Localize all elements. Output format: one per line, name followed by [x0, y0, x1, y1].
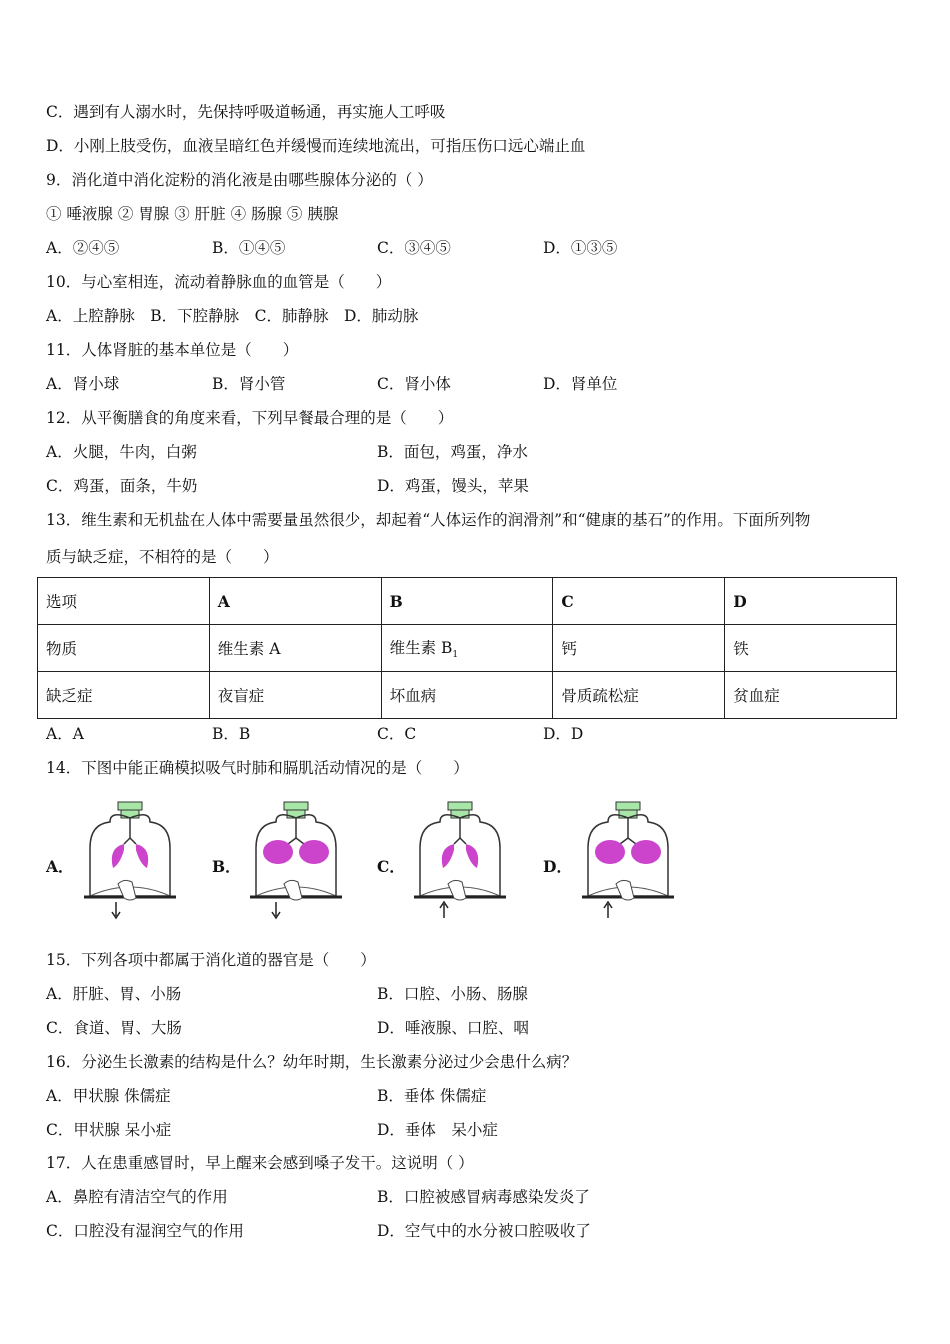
q11-option-c[interactable]: C．肾小体 — [377, 375, 451, 393]
q8-option-c: C．遇到有人溺水时，先保持呼吸道畅通，再实施人工呼吸 — [46, 103, 446, 121]
q11-option-b[interactable]: B．肾小管 — [212, 375, 286, 393]
q15-option-d[interactable]: D．唾液腺、口腔、咽 — [377, 1019, 529, 1037]
q9-stem: 9．消化道中消化淀粉的消化液是由哪些腺体分泌的（ ） — [46, 171, 433, 189]
q17-option-c[interactable]: C．口腔没有湿润空气的作用 — [46, 1222, 244, 1240]
table-row — [38, 672, 897, 719]
q10-options[interactable]: A．上腔静脉 B．下腔静脉 C．肺静脉 D．肺动脉 — [46, 307, 419, 325]
q15-stem: 15．下列各项中都属于消化道的器官是（ ） — [46, 951, 376, 969]
q12-option-b[interactable]: B．面包，鸡蛋，净水 — [377, 443, 528, 461]
table-cell: 坏血病 — [381, 672, 553, 719]
q17-stem: 17．人在患重感冒时，早上醒来会感到嗓子发干。这说明（ ） — [46, 1154, 474, 1172]
q16-stem: 16．分泌生长激素的结构是什么？幼年时期，生长激素分泌过少会患什么病？ — [46, 1053, 578, 1071]
table-cell: 物质 — [38, 625, 210, 672]
q9-option-c[interactable]: C．③④⑤ — [377, 239, 451, 257]
table-cell: 维生素 A — [209, 625, 381, 672]
q13-option-b[interactable]: B．B — [212, 725, 251, 743]
table-cell: 选项 — [38, 578, 210, 625]
q9-items: ① 唾液腺 ② 胃腺 ③ 肝脏 ④ 肠腺 ⑤ 胰腺 — [46, 205, 339, 223]
table-cell: 铁 — [725, 625, 897, 672]
table-cell: 夜盲症 — [209, 672, 381, 719]
q13-stem-line2: 质与缺乏症，不相符的是（ ） — [46, 548, 279, 566]
table-cell: A — [209, 578, 381, 625]
vitamin-b-label: 维生素 B — [389, 638, 453, 657]
q12-option-d[interactable]: D．鸡蛋，馒头，苹果 — [377, 477, 529, 495]
q13-stem-line1: 13．维生素和无机盐在人体中需要量虽然很少，却起着“人体运作的润滑剂”和“健康的基石”的作用。下面所列物 — [46, 511, 811, 529]
q14-stem: 14．下图中能正确模拟吸气时肺和膈肌活动情况的是（ ） — [46, 759, 469, 777]
table-cell: 缺乏症 — [38, 672, 210, 719]
q16-option-a[interactable]: A．甲状腺 侏儒症 — [46, 1087, 171, 1105]
table-cell: 钙 — [553, 625, 725, 672]
q15-option-c[interactable]: C．食道、胃、大肠 — [46, 1019, 182, 1037]
q8-option-d: D．小刚上肢受伤，血液呈暗红色并缓慢而连续地流出，可指压伤口远心端止血 — [46, 137, 586, 155]
q9-option-b[interactable]: B．①④⑤ — [212, 239, 286, 257]
q10-stem: 10．与心室相连，流动着静脉血的血管是（ ） — [46, 273, 392, 291]
bell-jar-figure-a[interactable] — [80, 798, 180, 924]
q14-label-b[interactable]: B． — [212, 857, 241, 876]
vitamin-b-subscript: 1 — [452, 650, 459, 661]
q9-option-a[interactable]: A．②④⑤ — [46, 239, 120, 257]
bell-jar-figure-c[interactable] — [410, 798, 510, 924]
q13-option-c[interactable]: C．C — [377, 725, 417, 743]
q12-stem: 12．从平衡膳食的角度来看，下列早餐最合理的是（ ） — [46, 409, 454, 427]
table-row — [38, 625, 897, 672]
q13-option-a[interactable]: A．A — [46, 725, 84, 743]
table-cell: B — [381, 578, 553, 625]
q14-label-a[interactable]: A． — [46, 857, 74, 876]
q14-label-d[interactable]: D． — [543, 857, 572, 876]
q11-stem: 11．人体肾脏的基本单位是（ ） — [46, 341, 299, 359]
q17-option-d[interactable]: D．空气中的水分被口腔吸收了 — [377, 1222, 591, 1240]
q13-option-d[interactable]: D．D — [543, 725, 584, 743]
q17-option-a[interactable]: A．鼻腔有清洁空气的作用 — [46, 1188, 228, 1206]
q12-option-a[interactable]: A．火腿，牛肉，白粥 — [46, 443, 197, 461]
q11-option-a[interactable]: A．肾小球 — [46, 375, 120, 393]
q15-option-b[interactable]: B．口腔、小肠、肠腺 — [377, 985, 528, 1003]
table-row — [38, 578, 897, 625]
q12-option-c[interactable]: C．鸡蛋，面条，牛奶 — [46, 477, 198, 495]
table-cell: C — [553, 578, 725, 625]
q16-option-b[interactable]: B．垂体 侏儒症 — [377, 1087, 487, 1105]
table-cell: D — [725, 578, 897, 625]
bell-jar-figure-b[interactable] — [246, 798, 346, 924]
q9-option-d[interactable]: D．①③⑤ — [543, 239, 618, 257]
q15-option-a[interactable]: A．肝脏、胃、小肠 — [46, 985, 182, 1003]
q14-label-c[interactable]: C． — [377, 857, 405, 876]
q13-table — [37, 577, 897, 719]
table-cell — [381, 625, 553, 672]
table-cell: 贫血症 — [725, 672, 897, 719]
bell-jar-figure-d[interactable] — [578, 798, 678, 924]
q16-option-d[interactable]: D．垂体 呆小症 — [377, 1121, 498, 1139]
q11-option-d[interactable]: D．肾单位 — [543, 375, 618, 393]
q17-option-b[interactable]: B．口腔被感冒病毒感染发炎了 — [377, 1188, 590, 1206]
q16-option-c[interactable]: C．甲状腺 呆小症 — [46, 1121, 172, 1139]
table-cell: 骨质疏松症 — [553, 672, 725, 719]
